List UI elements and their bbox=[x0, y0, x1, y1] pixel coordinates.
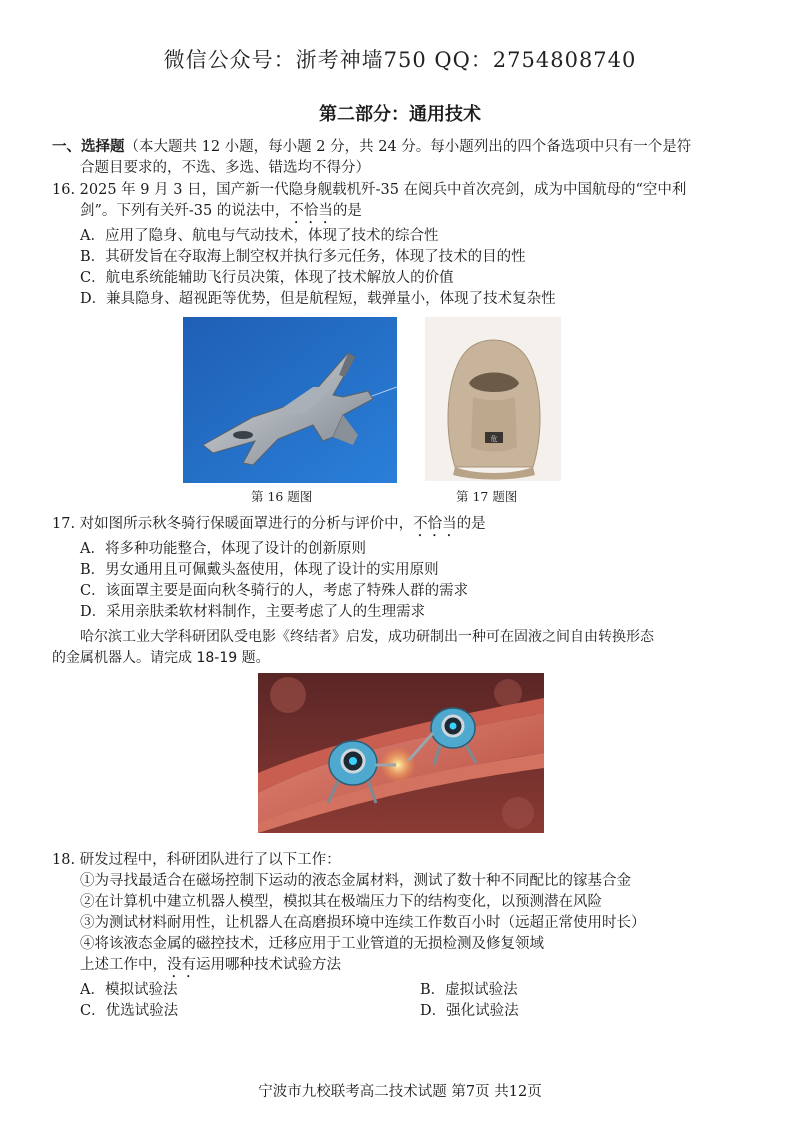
q18-option-a: A．模拟试验法 bbox=[80, 982, 178, 998]
q16-option-d: D．兼具隐身、超视距等优势，但是航程短，载弹量小，体现了技术复杂性 bbox=[80, 291, 556, 307]
figure-liquid-metal-robots bbox=[258, 673, 544, 833]
page-footer: 宁波市九校联考高二技术试题 第7页 共12页 bbox=[258, 1084, 542, 1100]
watermark-header: 微信公众号：浙考神墙750 QQ：2754808740 bbox=[163, 48, 637, 72]
figure-16-jet bbox=[183, 317, 397, 483]
jet-illustration bbox=[183, 317, 397, 483]
q17-option-b: B．男女通用且可佩戴头盔使用，体现了设计的实用原则 bbox=[80, 562, 439, 578]
q16-stem-2c: 的是 bbox=[332, 203, 362, 219]
q16-emphasis: 不恰当 bbox=[289, 203, 333, 219]
q16-option-c: C．航电系统能辅助飞行员决策，体现了技术解放人的价值 bbox=[80, 270, 454, 286]
q18-question bbox=[80, 955, 341, 981]
figure-17-face-mask bbox=[425, 317, 561, 481]
passage-line-2: 的金属机器人。请完成 18-19 题。 bbox=[52, 650, 270, 666]
q18-question-c: 运用哪种技术试验方法 bbox=[196, 957, 341, 973]
q18-item-1: ①为寻找最适合在磁场控制下运动的液态金属材料，测试了数十种不同配比的镓基合金 bbox=[80, 873, 631, 889]
q17-option-a: A．将多种功能整合，体现了设计的创新原则 bbox=[80, 541, 366, 557]
q16-option-a: A．应用了隐身、航电与气动技术，体现了技术的综合性 bbox=[80, 228, 439, 244]
q18-item-2: ②在计算机中建立机器人模型，模拟其在极端压力下的结构变化，以预测潜在风险 bbox=[80, 894, 602, 910]
q16-stem-2a: 剑”。下列有关歼-35 的说法中， bbox=[80, 203, 290, 219]
q18-option-c: C．优选试验法 bbox=[80, 1003, 179, 1019]
q17-stem bbox=[52, 514, 486, 540]
q17-stem-a: 17. 对如图所示秋冬骑行保暖面罩进行的分析与评价中， bbox=[52, 516, 414, 532]
part-title: 第二部分：通用技术 bbox=[319, 104, 481, 125]
face-mask-illustration bbox=[425, 317, 561, 481]
q18-question-a: 上述工作中， bbox=[80, 957, 167, 973]
section-instructions-2: 合题目要求的，不选、多选、错选均不得分） bbox=[80, 160, 370, 176]
q18-option-d: D．强化试验法 bbox=[420, 1003, 519, 1019]
section-instructions-1: （本大题共 12 小题，每小题 2 分，共 24 分。每小题列出的四个备选项中只有一个是符 bbox=[124, 139, 692, 155]
q17-option-d: D．采用亲肤柔软材料制作，主要考虑了人的生理需求 bbox=[80, 604, 426, 620]
q17-option-c: C．该面罩主要是面向秋冬骑行的人，考虑了特殊人群的需求 bbox=[80, 583, 469, 599]
q16-stem-1: 16. 2025 年 9 月 3 日，国产新一代隐身舰载机歼-35 在阅兵中首次亮剑，成为中国航母的“空中利 bbox=[52, 182, 687, 198]
q18-item-4: ④将该液态金属的磁控技术，迁移应用于工业管道的无损检测及修复领域 bbox=[80, 936, 544, 952]
section-title: 一、选择题 bbox=[52, 138, 125, 155]
q18-emphasis: 没有 bbox=[167, 957, 196, 973]
mask-label-badge: 危 bbox=[490, 435, 498, 443]
q17-stem-c: 的是 bbox=[456, 516, 486, 532]
section-header bbox=[52, 137, 691, 157]
figure-16-caption: 第 16 题图 bbox=[251, 489, 313, 504]
q18-option-b: B．虚拟试验法 bbox=[420, 982, 518, 998]
q18-item-3: ③为测试材料耐用性，让机器人在高磨损环境中连续工作数百小时（远超正常使用时长） bbox=[80, 915, 646, 931]
q16-stem-2 bbox=[80, 201, 362, 227]
robots-illustration bbox=[258, 673, 544, 833]
q18-stem: 18. 研发过程中，科研团队进行了以下工作： bbox=[52, 852, 341, 868]
figure-17-caption: 第 17 题图 bbox=[456, 489, 518, 504]
passage-line-1: 哈尔滨工业大学科研团队受电影《终结者》启发，成功研制出一种可在固液之间自由转换形态 bbox=[80, 629, 654, 645]
q16-option-b: B．其研发旨在夺取海上制空权并执行多元任务，体现了技术的目的性 bbox=[80, 249, 526, 265]
q17-emphasis: 不恰当 bbox=[413, 516, 457, 532]
